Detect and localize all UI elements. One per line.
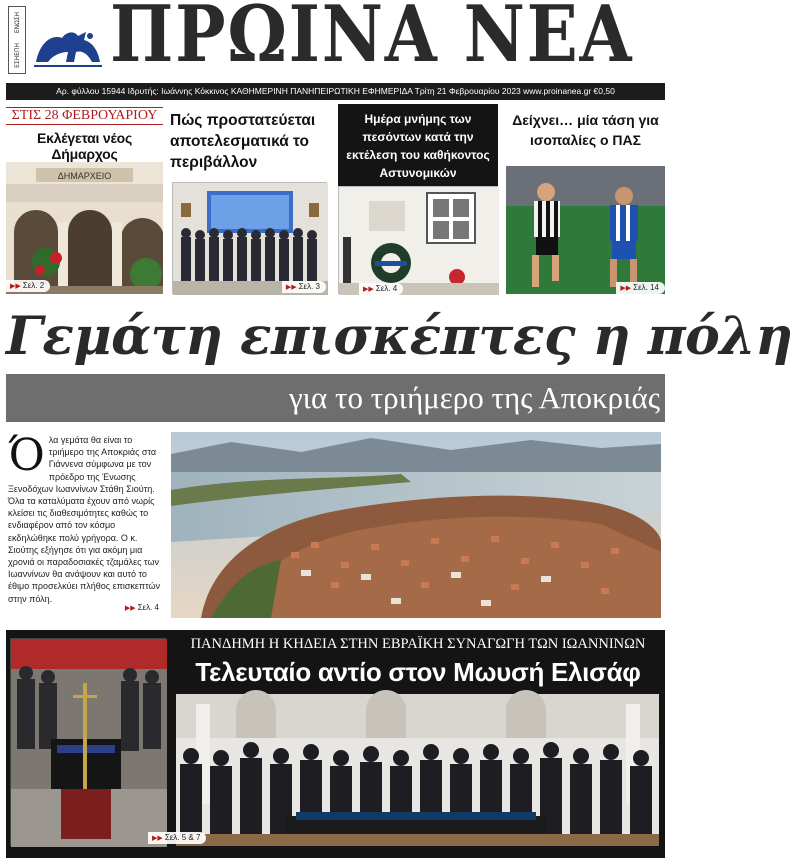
story-police-memorial[interactable] xyxy=(338,104,498,296)
union-logo-text-top: ΕΝΩΣΗ xyxy=(13,11,21,34)
lead-dropcap: Ό xyxy=(8,430,45,481)
story-pas-football-headline[interactable]: Δείχνει… μία τάση για ισοπαλίες ο ΠΑΣ xyxy=(512,112,659,148)
football-match-photo xyxy=(506,166,665,294)
town-hall-photo xyxy=(6,162,163,294)
funeral-page-ref[interactable]: ▶▶ Σελ. 5 & 7 xyxy=(148,832,206,844)
story-police-memorial-headline[interactable]: Ημέρα μνήμης των πεσόντων κατά την εκτέλεση του καθήκοντος Αστυνομικών xyxy=(338,104,498,186)
synagogue-funeral-photo xyxy=(152,694,659,846)
ioannina-aerial-photo xyxy=(171,432,661,618)
story-environment-page-ref[interactable]: ▶▶ Σελ. 3 xyxy=(282,281,326,293)
lead-headline[interactable]: Γεμάτη επισκέπτες η πόλη xyxy=(6,306,793,367)
story-election-headline[interactable]: Εκλέγεται νέος Δήμαρχος xyxy=(36,130,133,162)
union-logo-text-bottom: ΕΣΗΕΠΗ xyxy=(13,43,21,69)
lead-article-body xyxy=(8,430,165,618)
story-election[interactable] xyxy=(6,104,163,296)
funeral-headline[interactable]: Τελευταίο αντίο στον Μωυσή Ελισάφ xyxy=(195,657,641,687)
funeral-procession-photo xyxy=(10,638,166,846)
story-environment[interactable] xyxy=(170,104,328,296)
story-environment-headline[interactable]: Πώς προστατεύεται αποτελεσματικά το περιβάλλον xyxy=(170,112,316,171)
masthead xyxy=(0,0,671,82)
conference-group-photo xyxy=(172,182,327,294)
horse-emblem-icon xyxy=(30,22,106,70)
town-hall-sign: ΔΗΜΑΡΧΕΙΟ xyxy=(57,171,112,181)
issue-info-bar: Αρ. φύλλου 15944 Ιδρυτής: Ιωάννης Κόκκινος ΚΑΘΗΜΕΡΙΝΗ ΠΑΝΗΠΕΙΡΩΤΙΚΗ ΕΦΗΜΕΡΙΔΑ Τρίτη 21 Φεβρουαρίου 2023 www.proinanea.gr €0,50 xyxy=(6,83,665,100)
story-election-date: ΣΤΙΣ 28 ΦΕΒΡΟΥΑΡΙΟΥ xyxy=(6,107,163,125)
story-election-page-ref[interactable]: ▶▶ Σελ. 2 xyxy=(6,280,50,292)
story-police-memorial-page-ref[interactable]: ▶▶ Σελ. 4 xyxy=(359,283,403,295)
union-logo xyxy=(8,6,26,74)
lead-article-text: λα γεμάτα θα είναι το τριήμερο της Αποκριάς στα Γιάννενα σύμφωνα με τον πρόεδρο της Ένωσης Ξενοδόχων Ιωαννίνων Στάθη Σιούτη. Όλα τα καταλύματα έχουν από νωρίς κλείσει τις διαθεσιμότητες καθώς το ενδιαφέρον από τον κόσμο εκδηλώθηκε πολύ γρήγορα. Ο κ. Σιούτης εξήγησε ότι για ακόμη μια χρονιά οι παραδοσιακές τζαμάλες των Ιωαννίνων θα ανάψουν και αυτό το έθιμο προσελκύει πλήθος επισκεπτών στην πόλη. xyxy=(8,435,161,604)
funeral-kicker: ΠΑΝΔΗΜΗ Η ΚΗΔΕΙΑ ΣΤΗΝ ΕΒΡΑΪΚΗ ΣΥΝΑΓΩΓΗ ΤΩΝ ΙΩΑΝΝΙΝΩΝ xyxy=(190,636,646,652)
newspaper-title: ΠΡΩΙΝΑ ΝΕΑ xyxy=(110,0,634,80)
story-pas-football[interactable] xyxy=(506,104,665,296)
story-pas-football-page-ref[interactable]: ▶▶ Σελ. 14 xyxy=(616,282,665,294)
memorial-wreath-photo xyxy=(338,186,498,294)
lead-page-ref[interactable]: ▶▶ Σελ. 4 xyxy=(121,602,165,614)
lead-subheadline: για το τριήμερο της Αποκριάς xyxy=(288,380,660,415)
